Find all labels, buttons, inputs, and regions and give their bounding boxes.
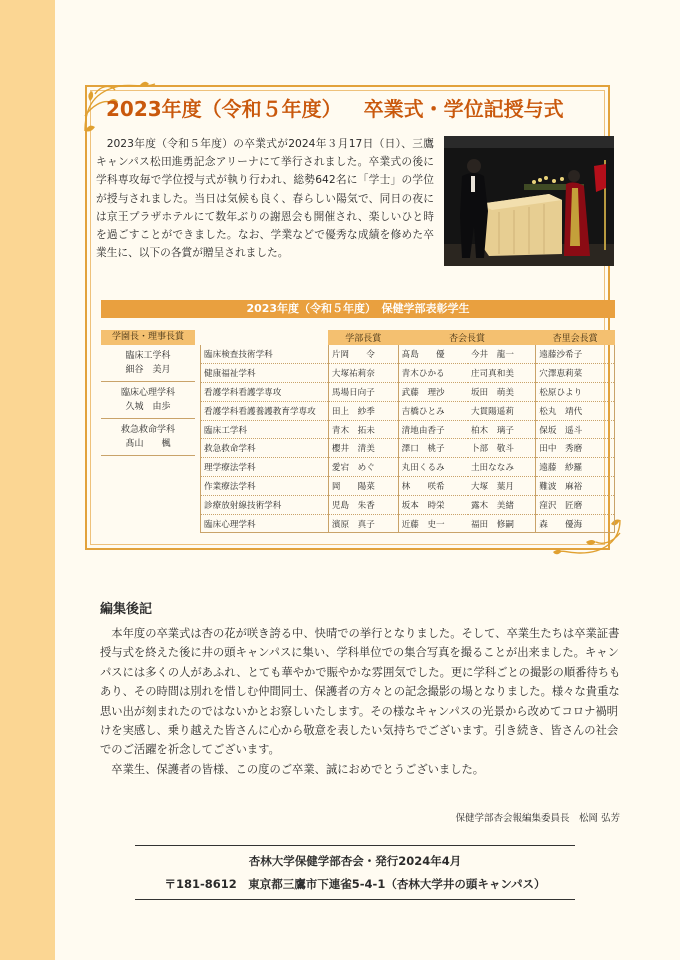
row-kyo-award-1: 髙島 優 [398,345,468,364]
row-dean-award: 大塚祐莉奈 [328,364,398,383]
row-dean-award: 櫻井 清美 [328,439,398,458]
row-kyo-award-1: 丸田くるみ [398,458,468,477]
award-row [201,420,615,439]
entry-name: 細谷 美月 [125,365,171,375]
row-dept: 健康福祉学科 [201,364,329,383]
row-kyo-award-1: 青木ひかる [398,364,468,383]
row-dept: 救急救命学科 [201,439,329,458]
intro-text [96,135,434,262]
row-kyo-award-2: 庄司真和美 [468,364,536,383]
award-row [201,514,615,533]
award-row [201,477,615,496]
row-kyori-award: 遠藤 紗羅 [536,458,615,477]
footer-rule-bottom [135,899,575,900]
row-kyo-award-1: 清地由香子 [398,420,468,439]
title-year: 2023年度（令和５年度） [106,97,342,121]
row-kyori-award: 遠藤沙希子 [536,345,615,364]
award-row [201,345,615,364]
row-dean-award: 愛宕 めぐ [328,458,398,477]
footer-rule-top [135,845,575,846]
award-row [201,383,615,402]
row-kyori-award: 田中 秀磨 [536,439,615,458]
awards-table [200,330,615,533]
row-kyo-award-1: 坂本 時栄 [398,495,468,514]
entry-dept: 臨床心理学科 [120,388,175,398]
row-dept: 臨床工学科 [201,420,329,439]
row-dept: 看護学科看護養護教育学専攻 [201,401,329,420]
row-kyo-award-2: 坂田 萌美 [468,383,536,402]
side-band [0,0,55,960]
row-kyori-award: 穴澤恵莉菜 [536,364,615,383]
row-kyori-award: 森 優海 [536,514,615,533]
row-kyo-award-2: 今井 龍一 [468,345,536,364]
row-dean-award: 児島 朱香 [328,495,398,514]
row-kyori-award: 松丸 靖代 [536,401,615,420]
award-row [201,458,615,477]
row-dept: 診療放射線技術学科 [201,495,329,514]
row-kyo-award-2: 卜部 敬斗 [468,439,536,458]
president-award-list [101,330,195,456]
row-dean-award: 濱原 真子 [328,514,398,533]
row-dean-award: 馬場日向子 [328,383,398,402]
awards-banner: 2023年度（令和５年度） 保健学部表彰学生 [101,300,615,318]
row-kyo-award-1: 林 咲希 [398,477,468,496]
president-award-entry [101,382,195,419]
row-kyo-award-2: 柏木 璃子 [468,420,536,439]
header-blank [201,330,329,345]
row-dean-award: 田上 紗季 [328,401,398,420]
postscript-body [100,624,626,779]
entry-dept: 臨床工学科 [125,351,171,361]
entry-name: 久城 由歩 [125,402,171,412]
president-award-entry [101,345,195,382]
row-kyori-award: 窪沢 匠磨 [536,495,615,514]
header-kyori-award: 杏里会長賞 [536,330,615,345]
entry-name: 髙山 楓 [125,439,171,449]
awards-header-row [201,330,615,345]
row-dean-award: 片岡 令 [328,345,398,364]
footer-publisher: 杏林大学保健学部杏会・発行2024年4月 [248,854,462,868]
header-dean-award: 学部長賞 [328,330,398,345]
award-row [201,364,615,383]
row-kyori-award: 難波 麻裕 [536,477,615,496]
row-kyo-award-1: 武藤 理沙 [398,383,468,402]
article-title [106,93,616,122]
intro-paragraph: 2023年度（令和５年度）の卒業式が2024年３月17日（日）、三鷹キャンパス松田進勇記念アリーナにて挙行されました。卒業式の後に学科専攻毎で学位授与式が執り行われ、総勢642名に「学士」の学位が授与されました。当日は気候も良く、春らしい陽気で、同日の夜には京王プラザホテルにて数年ぶりの謝恩会も開催され、楽しいひと時を過ごすことができました。なお、学業などで優秀な成績を修めた卒業生に、以下の各賞が贈呈されました。 [96,137,434,260]
row-kyo-award-2: 土田ななみ [468,458,536,477]
president-award-header: 学園長・理事長賞 [101,330,195,345]
postscript-signature: 保健学部杏会報編集委員長 松岡 弘芳 [455,813,620,824]
row-kyo-award-1: 吉橋ひとみ [398,401,468,420]
row-kyo-award-1: 澤口 桃子 [398,439,468,458]
row-dean-award: 岡 陽菜 [328,477,398,496]
footer-address: 〒181-8612 東京都三鷹市下連雀5-4-1（杏林大学井の頭キャンパス） [164,877,546,891]
row-kyo-award-2: 福田 修嗣 [468,514,536,533]
header-kyo-award: 杏会長賞 [398,330,536,345]
row-kyori-award: 保坂 遥斗 [536,420,615,439]
award-row [201,495,615,514]
award-row [201,401,615,420]
president-award-entry [101,419,195,456]
row-dept: 臨床検査技術学科 [201,345,329,364]
row-kyo-award-2: 大貫陽遥莉 [468,401,536,420]
ceremony-photo [444,136,614,266]
row-kyo-award-2: 露木 美緒 [468,495,536,514]
row-dept: 作業療法学科 [201,477,329,496]
row-dept: 臨床心理学科 [201,514,329,533]
entry-dept: 救急救命学科 [120,425,175,435]
row-kyo-award-2: 大塚 葉月 [468,477,536,496]
row-dean-award: 青木 拓未 [328,420,398,439]
row-kyo-award-1: 近藤 史一 [398,514,468,533]
row-kyori-award: 松原ひより [536,383,615,402]
postscript-heading: 編集後記 [100,602,153,617]
postscript-paragraph: 卒業生、保護者の皆様、この度のご卒業、誠におめでとうございました。 [111,762,485,776]
award-row [201,439,615,458]
row-dept: 理学療法学科 [201,458,329,477]
postscript-paragraph: 本年度の卒業式は杏の花が咲き誇る中、快晴での挙行となりました。そして、卒業生たちは卒業証書授与式を終えた後に井の頭キャンパスに集い、学科単位での集合写真を撮ることが出来ました。キャンパスには多くの人があふれ、とても華やかで賑やかな雰囲気でした。更に学科ごとの撮影の順番待ちもあり、その時間は別れを惜しむ仲間同士、保護者の方々との記念撮影の場となりました。様々な貴重な思い出が刻まれたのではないかとお察しいたします。その様なキャンパスの光景から改めてコロナ禍明けを実感し、乗り越えた皆さんに心から敬意を表したい気持ちでございます。引き続き、皆さんの社会でのご活躍を祈念してございます。 [100,627,621,757]
row-dept: 看護学科看護学専攻 [201,383,329,402]
title-subject: 卒業式・学位記授与式 [363,97,564,121]
